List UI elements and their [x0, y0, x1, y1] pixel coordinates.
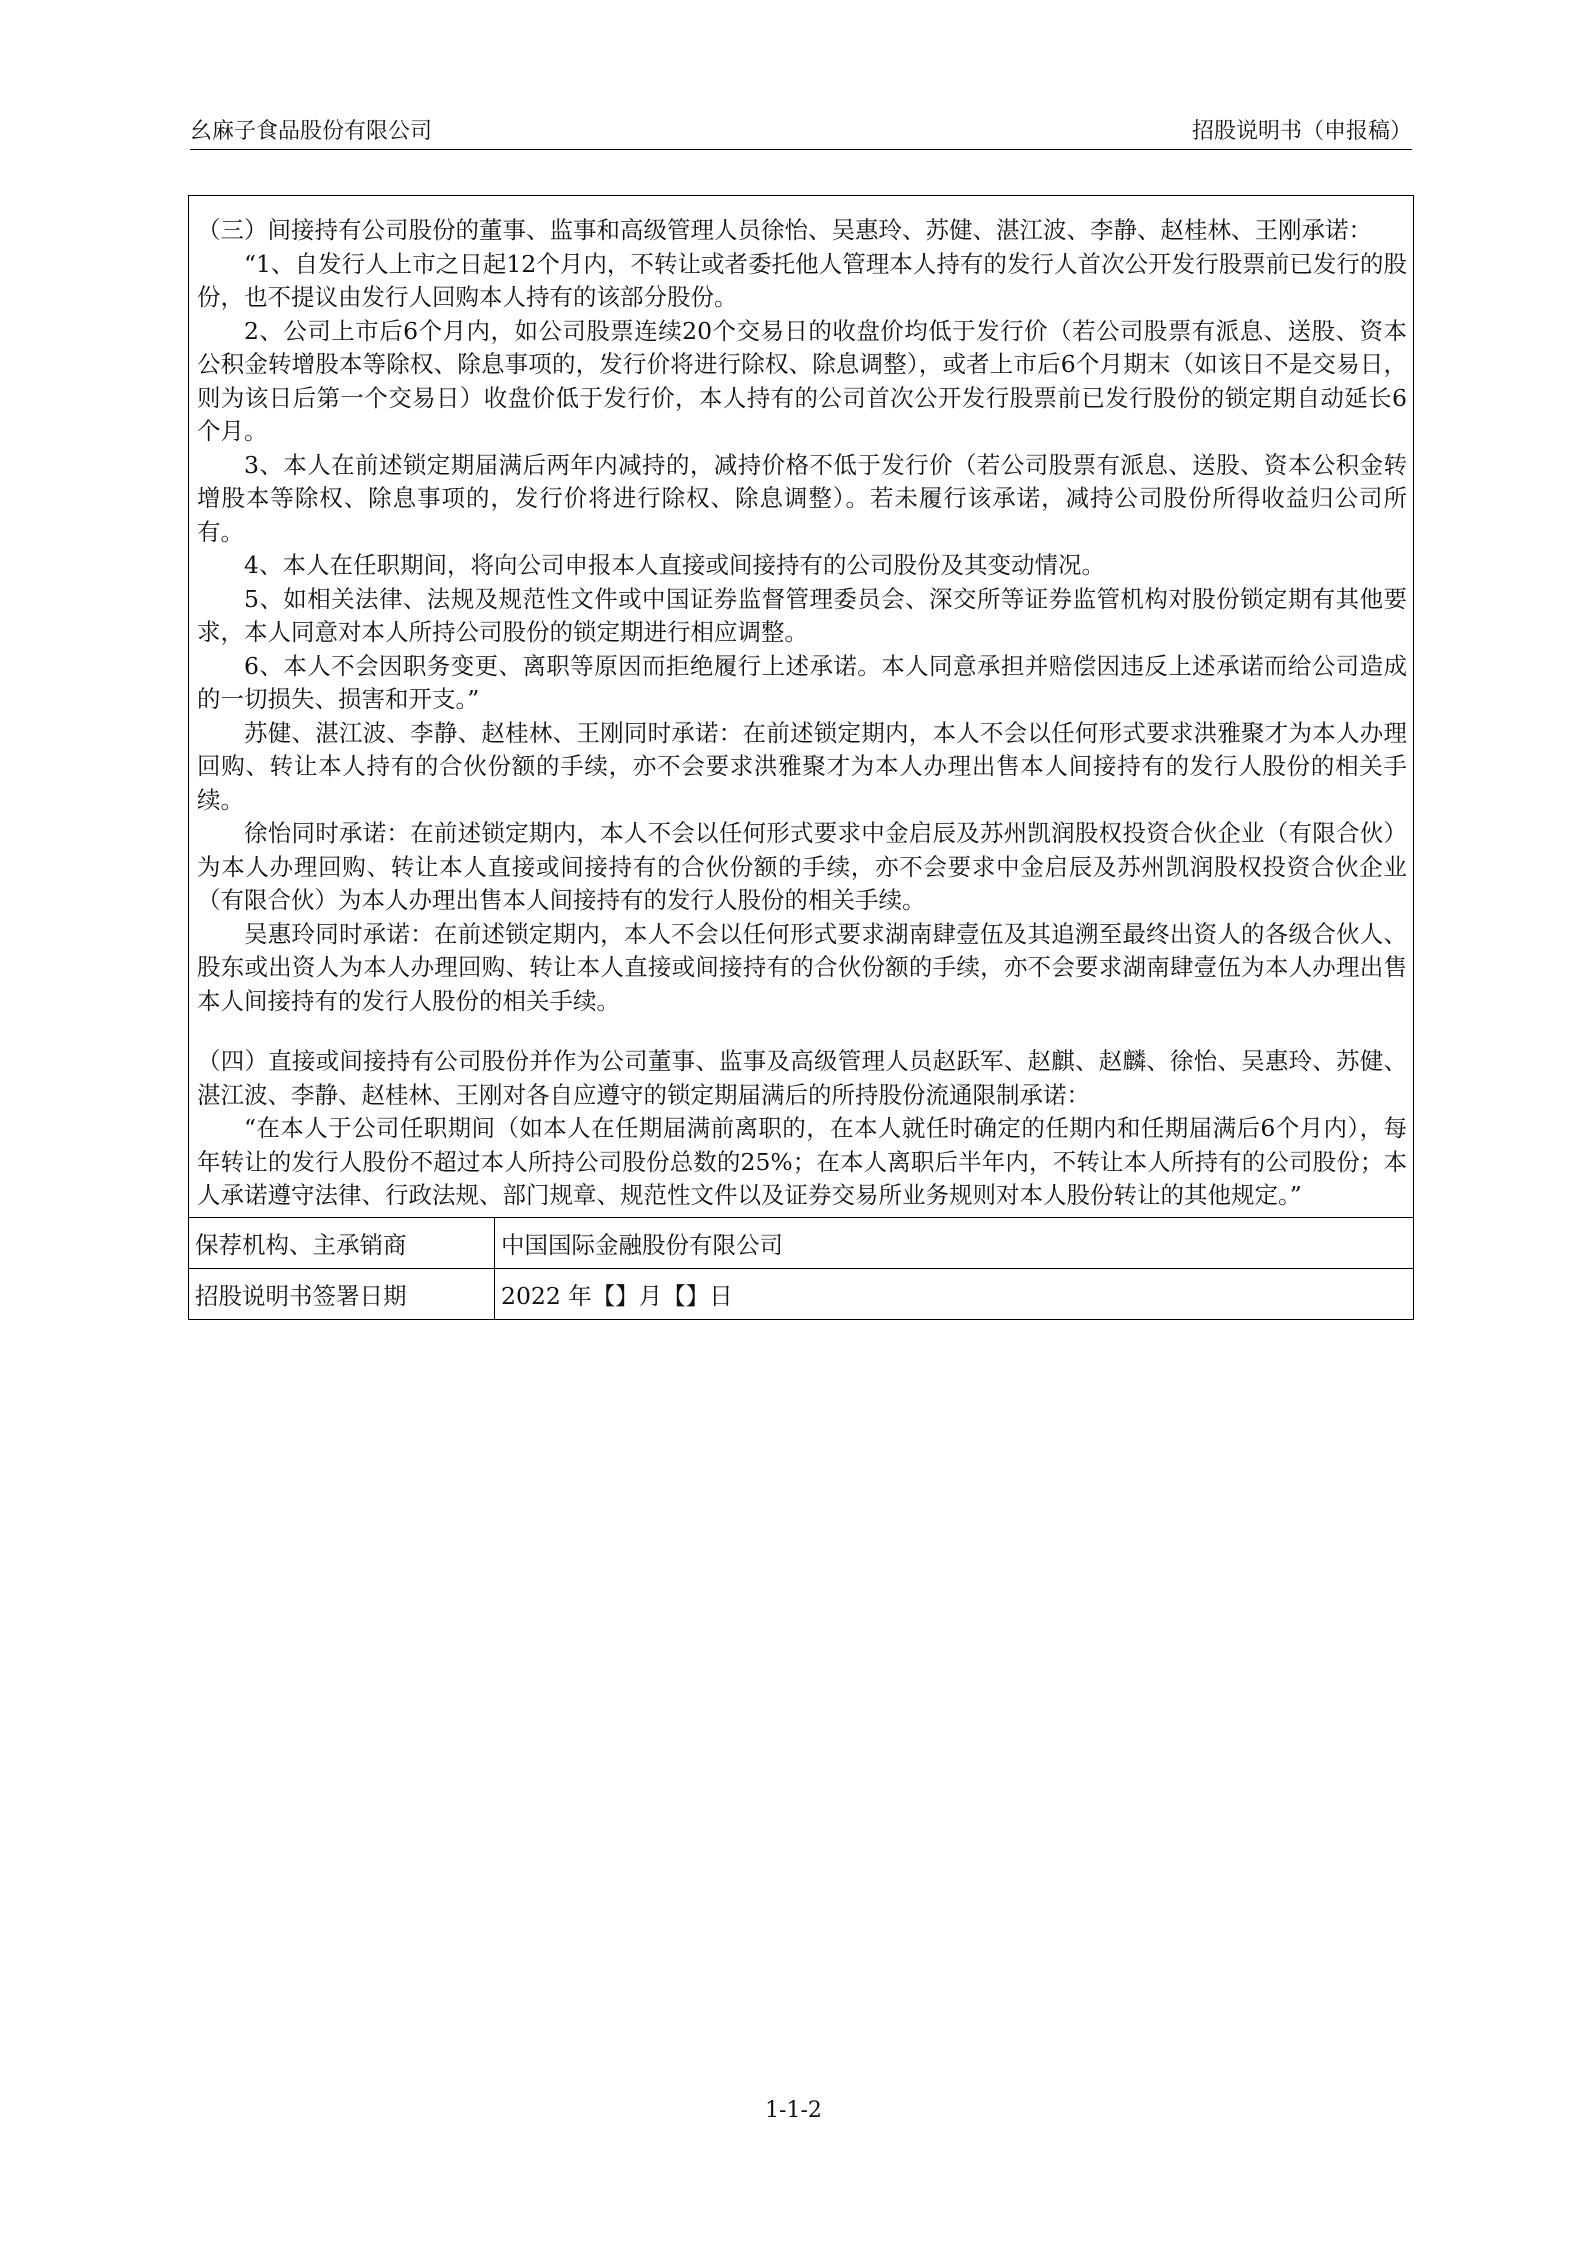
commitment-paragraph: 吴惠玲同时承诺：在前述锁定期内，本人不会以任何形式要求湖南肆壹伍及其追溯至最终出资人的各级合伙人、股东或出资人为本人办理回购、转让本人直接或间接持有的合伙份额的手续，亦不会要求湖南肆壹伍为本人办理出售本人间接持有的发行人股份的相关手续。: [197, 919, 1407, 1015]
commitment-box: [188, 195, 1414, 1320]
commitment-paragraph: 6、本人不会因职务变更、离职等原因而拒绝履行上述承诺。本人同意承担并赔偿因违反上述承诺而给公司造成的一切损失、损害和开支。”: [197, 651, 1407, 713]
commitment-paragraph: 5、如相关法律、法规及规范性文件或中国证券监督管理委员会、深交所等证券监管机构对股份锁定期有其他要求，本人同意对本人所持公司股份的锁定期进行相应调整。: [197, 584, 1407, 646]
commitment-paragraph: 2、公司上市后6个月内，如公司股票连续20个交易日的收盘价均低于发行价（若公司股票有派息、送股、资本公积金转增股本等除权、除息事项的，发行价将进行除权、除息调整），或者上市后6个月期末（如该日不是交易日，则为该日后第一个交易日）收盘价低于发行价，本人持有的公司首次公开发行股票前已发行股份的锁定期自动延长6个月。: [197, 316, 1407, 445]
table-row: [189, 1217, 1413, 1268]
commitment-paragraph: “1、自发行人上市之日起12个月内，不转让或者委托他人管理本人持有的发行人首次公开发行股票前已发行的股份，也不提议由发行人回购本人持有的该部分股份。: [197, 249, 1407, 311]
section-three-heading: （三）间接持有公司股份的董事、监事和高级管理人员徐怡、吴惠玲、苏健、湛江波、李静、赵桂林、王刚承诺：: [197, 216, 1372, 244]
page-number: 1-1-2: [765, 2098, 822, 2123]
signing-date-value: 2022 年【】月【】日: [495, 1268, 1414, 1319]
signing-date-label: 招股说明书签署日期: [189, 1268, 495, 1319]
section-four-heading: （四）直接或间接持有公司股份并作为公司董事、监事及高级管理人员赵跃军、赵麒、赵麟、徐怡、吴惠玲、苏健、湛江波、李静、赵桂林、王刚对各自应遵守的锁定期届满后的所持股份流通限制承诺：: [197, 1047, 1407, 1109]
commitment-paragraph: 徐怡同时承诺：在前述锁定期内，本人不会以任何形式要求中金启辰及苏州凯润股权投资合伙企业（有限合伙）为本人办理回购、转让本人直接或间接持有的合伙份额的手续，亦不会要求中金启辰及苏州凯润股权投资合伙企业（有限合伙）为本人办理出售本人间接持有的发行人股份的相关手续。: [197, 819, 1407, 914]
info-table: [189, 1217, 1413, 1319]
page-header: [190, 110, 1412, 150]
document-title: 招股说明书（申报稿）: [1191, 119, 1412, 144]
commitment-paragraph: 3、本人在前述锁定期届满后两年内减持的，减持价格不低于发行价（若公司股票有派息、送股、资本公积金转增股本等除权、除息事项的，发行价将进行除权、除息调整）。若未履行该承诺，减持公司股份所得收益归公司所有。: [197, 450, 1407, 546]
sponsor-value: 中国国际金融股份有限公司: [495, 1217, 1414, 1268]
section-three: [189, 196, 1413, 1022]
commitment-paragraph: 4、本人在任职期间，将向公司申报本人直接或间接持有的公司股份及其变动情况。: [244, 551, 1105, 579]
company-name: 幺麻子食品股份有限公司: [190, 119, 433, 144]
commitment-paragraph: 苏健、湛江波、李静、赵桂林、王刚同时承诺：在前述锁定期内，本人不会以任何形式要求洪雅聚才为本人办理回购、转让本人持有的合伙份额的手续，亦不会要求洪雅聚才为本人办理出售本人间接持有的发行人股份的相关手续。: [197, 718, 1407, 814]
commitment-paragraph: “在本人于公司任职期间（如本人在任期届满前离职的，在本人就任时确定的任期内和任期届满后6个月内），每年转让的发行人股份不超过本人所持公司股份总数的25%；在本人离职后半年内，不转让本人所持有的公司股份；本人承诺遵守法律、行政法规、部门规章、规范性文件以及证券交易所业务规则对本人股份转让的其他规定。”: [197, 1114, 1407, 1209]
table-row: [189, 1268, 1413, 1319]
sponsor-label: 保荐机构、主承销商: [189, 1217, 495, 1268]
section-four: [189, 1022, 1413, 1217]
